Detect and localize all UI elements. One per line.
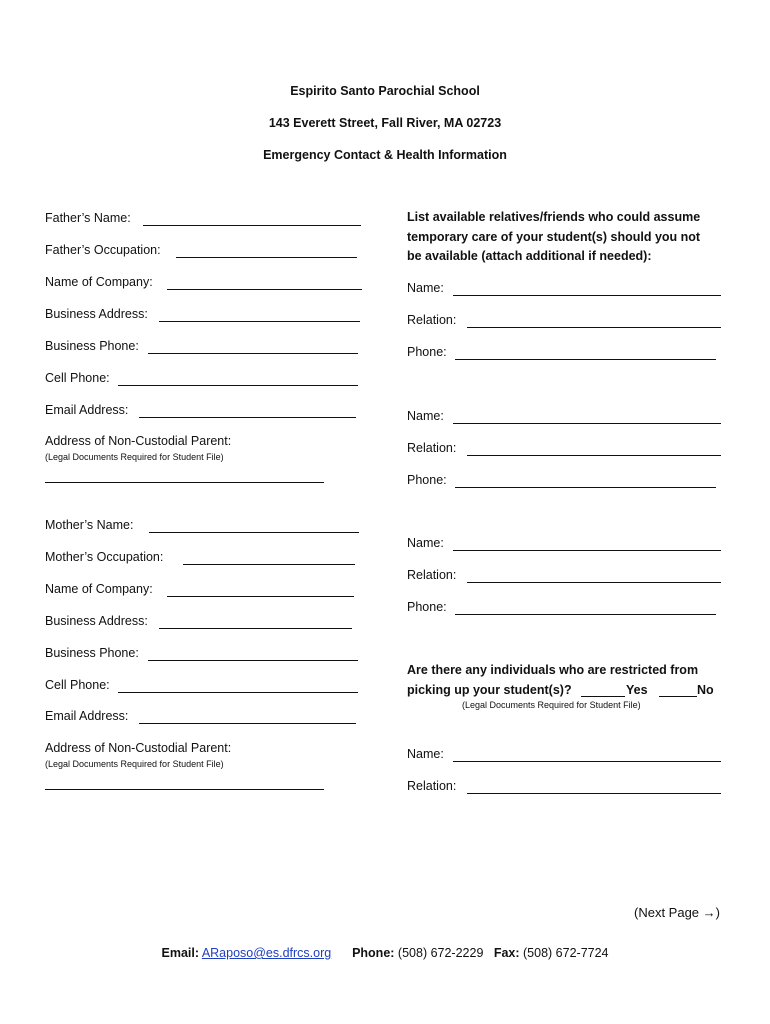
restricted-relation-label: Relation: [407,779,457,793]
relative-2-phone-label: Phone: [407,473,447,487]
restricted-question-text: picking up your student(s)? [407,682,572,697]
relative-1-phone-label: Phone: [407,345,447,359]
mother-business-address-field [45,614,148,629]
contact-footer [0,946,770,960]
footer-fax-value: (508) 672-7724 [523,946,609,960]
father-company-label: Name of Company: [45,275,153,289]
relatives-intro-line-3: be available (attach additional if needed): [407,249,652,263]
mother-cell-phone-field [45,678,110,693]
form-title: Emergency Contact & Health Information [263,148,507,162]
footer-email-link[interactable]: ARaposo@es.dfrcs.org [201,946,332,960]
relative-3-relation-field [407,568,456,583]
no-blank[interactable] [659,696,697,697]
father-occupation-line[interactable] [176,257,357,258]
footer-fax-label: Fax: [493,946,520,960]
father-business-phone-field [45,339,139,354]
mother-name-line[interactable] [149,532,359,533]
relative-2-relation-field [407,441,456,456]
mother-company-line[interactable] [167,596,354,597]
father-cell-phone-label: Cell Phone: [45,371,110,385]
relative-2-name-field [407,409,444,424]
no-label: No [697,682,714,697]
father-email-line[interactable] [139,417,356,418]
mother-name-label: Mother’s Name: [45,518,134,532]
relative-1-relation-label: Relation: [407,313,457,327]
relative-2-relation-line[interactable] [467,455,721,456]
relative-1-relation-field [407,313,456,328]
father-legal-note: (Legal Documents Required for Student File) [45,452,224,462]
father-cell-phone-field [45,371,110,386]
father-occupation-label: Father’s Occupation: [45,243,161,257]
father-company-line[interactable] [167,289,362,290]
restricted-question-line-1: Are there any individuals who are restricted from [407,663,699,677]
mother-company-label: Name of Company: [45,582,153,596]
relatives-intro [407,208,737,267]
relative-3-name-line[interactable] [453,550,721,551]
footer-email-label: Email: [161,946,200,960]
mother-non-custodial-line[interactable] [45,789,324,790]
relative-2-phone-field [407,473,447,488]
mother-email-line[interactable] [139,723,356,724]
father-business-address-line[interactable] [159,321,360,322]
restricted-name-label: Name: [407,747,444,761]
relative-3-phone-field [407,600,447,615]
father-non-custodial-line[interactable] [45,482,324,483]
father-name-field [45,211,131,226]
relative-2-name-line[interactable] [453,423,721,424]
mother-business-phone-label: Business Phone: [45,646,139,660]
restricted-legal-note: (Legal Documents Required for Student File) [462,700,641,710]
relative-3-name-label: Name: [407,536,444,550]
father-business-phone-label: Business Phone: [45,339,139,353]
mother-occupation-line[interactable] [183,564,355,565]
relative-3-name-field [407,536,444,551]
mother-email-field [45,709,128,724]
mother-email-label: Email Address: [45,709,129,723]
relative-3-relation-label: Relation: [407,568,457,582]
relative-2-name-label: Name: [407,409,444,423]
relative-2-phone-line[interactable] [455,487,716,488]
relative-2-relation-label: Relation: [407,441,457,455]
father-email-field [45,403,128,418]
father-company-field [45,275,153,290]
mother-occupation-field [45,550,163,565]
restricted-question [407,661,737,700]
relative-1-phone-line[interactable] [455,359,716,360]
mother-legal-note: (Legal Documents Required for Student File) [45,759,224,769]
father-business-address-field [45,307,148,322]
mother-company-field [45,582,153,597]
father-email-label: Email Address: [45,403,129,417]
mother-cell-phone-label: Cell Phone: [45,678,110,692]
mother-business-phone-line[interactable] [148,660,358,661]
relative-3-phone-label: Phone: [407,600,447,614]
restricted-relation-field [407,779,456,794]
relative-3-phone-line[interactable] [455,614,716,615]
mother-non-custodial-label: Address of Non-Custodial Parent: [45,741,232,755]
relative-1-relation-line[interactable] [467,327,721,328]
relative-1-name-label: Name: [407,281,444,295]
father-cell-phone-line[interactable] [118,385,358,386]
mother-business-address-label: Business Address: [45,614,148,628]
father-name-label: Father’s Name: [45,211,131,225]
relative-1-name-line[interactable] [453,295,721,296]
footer-phone-label: Phone: [352,946,395,960]
restricted-relation-line[interactable] [467,793,721,794]
mother-business-address-line[interactable] [159,628,352,629]
yes-label: Yes [626,682,648,697]
yes-blank[interactable] [581,696,625,697]
mother-cell-phone-line[interactable] [118,692,358,693]
relative-1-phone-field [407,345,447,360]
school-name: Espirito Santo Parochial School [290,84,480,98]
father-non-custodial-label: Address of Non-Custodial Parent: [45,434,232,448]
mother-business-phone-field [45,646,139,661]
restricted-name-line[interactable] [453,761,721,762]
father-business-address-label: Business Address: [45,307,148,321]
relative-1-name-field [407,281,444,296]
school-address: 143 Everett Street, Fall River, MA 02723 [268,116,502,130]
relative-3-relation-line[interactable] [467,582,721,583]
father-business-phone-line[interactable] [148,353,358,354]
footer-phone-value: (508) 672-2229 [397,946,484,960]
father-name-line[interactable] [143,225,361,226]
father-occupation-field [45,243,161,258]
next-page-link[interactable]: (Next Page →) [634,905,720,920]
relatives-intro-line-1: List available relatives/friends who could assume [407,210,701,224]
mother-occupation-label: Mother’s Occupation: [45,550,164,564]
restricted-name-field [407,747,444,762]
mother-name-field [45,518,133,533]
restricted-question-line-2 [407,681,737,701]
relatives-intro-line-2: temporary care of your student(s) should you not [407,229,701,244]
